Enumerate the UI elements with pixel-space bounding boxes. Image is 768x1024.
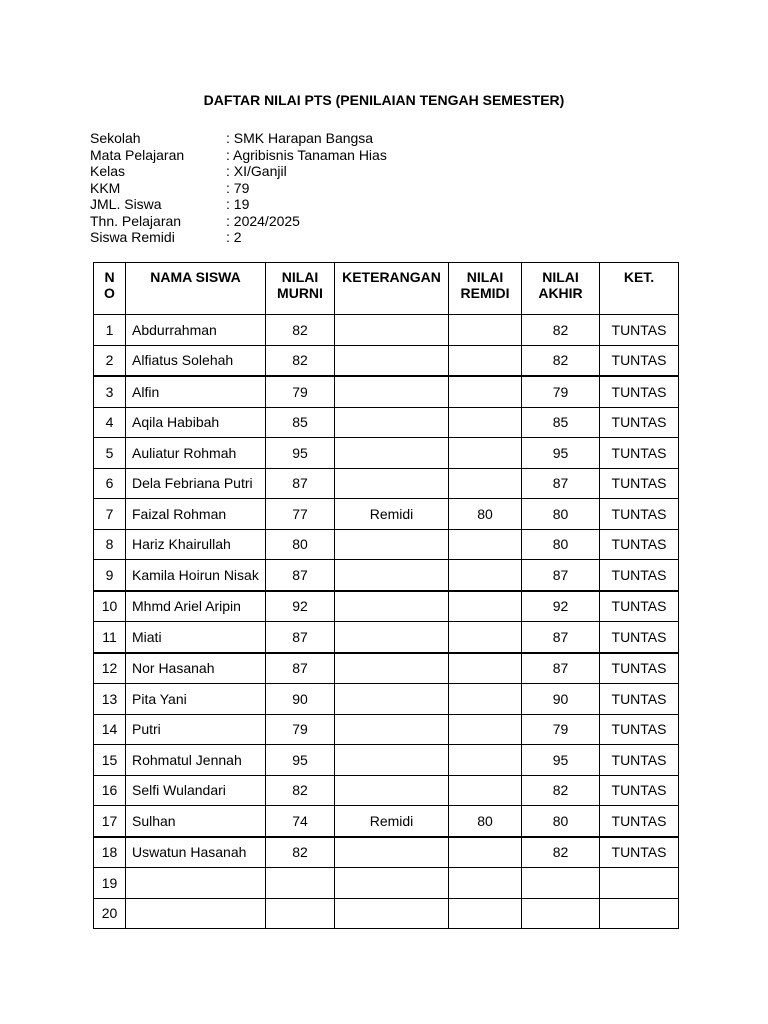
cell-nilai-murni: 79 — [266, 714, 335, 745]
table-row — [94, 898, 679, 929]
cell-keterangan — [335, 315, 449, 346]
cell-nilai-murni: 80 — [266, 529, 335, 560]
table-row — [94, 376, 679, 407]
cell-nilai-akhir — [522, 898, 600, 929]
table-row — [94, 438, 679, 469]
cell-nama: Abdurrahman — [126, 315, 266, 346]
cell-nilai-akhir: 80 — [522, 806, 600, 837]
cell-no: 17 — [94, 806, 126, 837]
cell-ket: TUNTAS — [600, 468, 679, 499]
header-nilai-murni-label: NILAI MURNI — [277, 269, 323, 301]
cell-nilai-remidi — [449, 529, 522, 560]
cell-nama: Kamila Hoirun Nisak — [126, 560, 266, 591]
cell-keterangan — [335, 684, 449, 715]
cell-nilai-murni: 74 — [266, 806, 335, 837]
cell-keterangan: Remidi — [335, 499, 449, 530]
cell-nilai-remidi — [449, 560, 522, 591]
info-label: Siswa Remidi — [90, 229, 175, 245]
cell-nilai-murni: 82 — [266, 775, 335, 806]
cell-nama: Miati — [126, 622, 266, 653]
cell-nama: Pita Yani — [126, 684, 266, 715]
table-row — [94, 499, 679, 530]
table-row — [94, 529, 679, 560]
cell-nilai-akhir: 95 — [522, 745, 600, 776]
cell-nilai-murni: 82 — [266, 315, 335, 346]
cell-nilai-remidi — [449, 714, 522, 745]
cell-nilai-akhir: 92 — [522, 591, 600, 622]
header-keterangan: KETERANGAN — [335, 263, 449, 315]
cell-keterangan — [335, 591, 449, 622]
table-row — [94, 468, 679, 499]
cell-keterangan: Remidi — [335, 806, 449, 837]
info-label: Mata Pelajaran — [90, 146, 185, 163]
cell-nilai-remidi — [449, 315, 522, 346]
cell-nilai-remidi: 80 — [449, 806, 522, 837]
cell-nilai-akhir: 82 — [522, 345, 600, 376]
cell-nilai-akhir — [522, 868, 600, 899]
cell-ket: TUNTAS — [600, 837, 679, 868]
info-label: Thn. Pelajaran — [90, 212, 182, 229]
cell-nama: Aqila Habibah — [126, 407, 266, 438]
cell-nilai-murni: 85 — [266, 407, 335, 438]
cell-no: 1 — [94, 315, 126, 346]
cell-nama: Putri — [126, 714, 266, 745]
cell-nilai-remidi: 80 — [449, 499, 522, 530]
cell-no: 11 — [94, 622, 126, 653]
cell-no: 20 — [94, 898, 126, 929]
table-row — [94, 868, 679, 899]
info-value: : Agribisnis Tanaman Hias — [226, 146, 387, 163]
cell-nama — [126, 898, 266, 929]
cell-nilai-murni: 77 — [266, 499, 335, 530]
info-block — [90, 130, 387, 246]
cell-no: 4 — [94, 407, 126, 438]
cell-nilai-remidi — [449, 653, 522, 684]
cell-ket: TUNTAS — [600, 560, 679, 591]
cell-keterangan — [335, 714, 449, 745]
cell-nilai-murni: 79 — [266, 376, 335, 407]
cell-ket — [600, 868, 679, 899]
info-value: : 19 — [226, 196, 250, 212]
cell-keterangan — [335, 775, 449, 806]
cell-nilai-akhir: 87 — [522, 468, 600, 499]
table-row — [94, 745, 679, 776]
cell-keterangan — [335, 745, 449, 776]
table-row — [94, 806, 679, 837]
cell-nilai-akhir: 82 — [522, 315, 600, 346]
table-row — [94, 622, 679, 653]
cell-keterangan — [335, 837, 449, 868]
cell-no: 18 — [94, 837, 126, 868]
cell-ket: TUNTAS — [600, 684, 679, 715]
cell-keterangan — [335, 407, 449, 438]
table-header-row — [94, 263, 679, 315]
cell-no: 13 — [94, 684, 126, 715]
cell-nilai-remidi — [449, 745, 522, 776]
header-nilai-murni — [266, 263, 335, 315]
cell-nilai-remidi — [449, 775, 522, 806]
document-title: DAFTAR NILAI PTS (PENILAIAN TENGAH SEMESTER) — [203, 92, 565, 108]
info-value: : 2 — [226, 229, 242, 245]
cell-nilai-remidi — [449, 345, 522, 376]
cell-nilai-akhir: 80 — [522, 529, 600, 560]
cell-nilai-akhir: 87 — [522, 622, 600, 653]
table-row — [94, 653, 679, 684]
cell-nama: Auliatur Rohmah — [126, 438, 266, 469]
cell-keterangan — [335, 898, 449, 929]
cell-nilai-remidi — [449, 868, 522, 899]
cell-nilai-murni: 82 — [266, 345, 335, 376]
cell-keterangan — [335, 529, 449, 560]
cell-no: 2 — [94, 345, 126, 376]
cell-ket: TUNTAS — [600, 529, 679, 560]
header-no-label: N O — [104, 269, 115, 301]
header-no — [94, 263, 126, 315]
cell-ket: TUNTAS — [600, 591, 679, 622]
cell-nilai-remidi — [449, 407, 522, 438]
cell-nilai-akhir: 85 — [522, 407, 600, 438]
info-value: : 2024/2025 — [226, 212, 300, 229]
cell-nama: Faizal Rohman — [126, 499, 266, 530]
cell-no: 15 — [94, 745, 126, 776]
cell-nilai-akhir: 87 — [522, 560, 600, 591]
header-nilai-remidi-label: NILAI REMIDI — [460, 269, 510, 301]
cell-ket: TUNTAS — [600, 345, 679, 376]
cell-nama: Alfiatus Solehah — [126, 345, 266, 376]
cell-keterangan — [335, 376, 449, 407]
cell-ket: TUNTAS — [600, 438, 679, 469]
cell-nilai-murni: 95 — [266, 438, 335, 469]
info-row — [90, 147, 387, 164]
cell-keterangan — [335, 438, 449, 469]
cell-nilai-remidi — [449, 438, 522, 469]
table-row — [94, 684, 679, 715]
cell-ket — [600, 898, 679, 929]
cell-nama: Mhmd Ariel Aripin — [126, 591, 266, 622]
info-value: : XI/Ganjil — [226, 163, 287, 179]
cell-nilai-akhir: 82 — [522, 837, 600, 868]
cell-no: 12 — [94, 653, 126, 684]
cell-ket: TUNTAS — [600, 499, 679, 530]
cell-keterangan — [335, 345, 449, 376]
cell-keterangan — [335, 622, 449, 653]
cell-no: 16 — [94, 775, 126, 806]
cell-no: 3 — [94, 376, 126, 407]
cell-nilai-murni — [266, 898, 335, 929]
cell-nilai-remidi — [449, 376, 522, 407]
cell-no: 7 — [94, 499, 126, 530]
cell-no: 10 — [94, 591, 126, 622]
cell-nilai-murni: 95 — [266, 745, 335, 776]
header-nilai-remidi — [449, 263, 522, 315]
header-nilai-akhir-label: NILAI AKHIR — [538, 269, 583, 301]
info-label: Sekolah — [90, 130, 141, 146]
cell-nama: Nor Hasanah — [126, 653, 266, 684]
cell-ket: TUNTAS — [600, 315, 679, 346]
cell-nilai-murni: 87 — [266, 560, 335, 591]
cell-nilai-remidi — [449, 468, 522, 499]
cell-nilai-remidi — [449, 684, 522, 715]
cell-no: 8 — [94, 529, 126, 560]
info-row — [90, 180, 387, 197]
cell-nilai-remidi — [449, 837, 522, 868]
cell-ket: TUNTAS — [600, 622, 679, 653]
info-row — [90, 163, 387, 180]
cell-ket: TUNTAS — [600, 806, 679, 837]
cell-nilai-murni: 87 — [266, 468, 335, 499]
cell-nilai-murni: 92 — [266, 591, 335, 622]
header-ket: KET. — [600, 263, 679, 315]
cell-nilai-remidi — [449, 898, 522, 929]
cell-nilai-murni: 87 — [266, 653, 335, 684]
cell-ket: TUNTAS — [600, 745, 679, 776]
table-row — [94, 591, 679, 622]
cell-no: 5 — [94, 438, 126, 469]
cell-nama: Rohmatul Jennah — [126, 745, 266, 776]
cell-ket: TUNTAS — [600, 376, 679, 407]
cell-nama: Selfi Wulandari — [126, 775, 266, 806]
info-label: Kelas — [90, 163, 126, 179]
cell-nama: Alfin — [126, 376, 266, 407]
cell-nama: Hariz Khairullah — [126, 529, 266, 560]
table-row — [94, 560, 679, 591]
cell-nilai-remidi — [449, 591, 522, 622]
cell-keterangan — [335, 560, 449, 591]
cell-no: 6 — [94, 468, 126, 499]
info-label: KKM — [90, 179, 121, 196]
info-value: : SMK Harapan Bangsa — [226, 130, 374, 146]
cell-nilai-murni — [266, 868, 335, 899]
header-nama-siswa: NAMA SISWA — [126, 263, 266, 315]
cell-keterangan — [335, 653, 449, 684]
cell-keterangan — [335, 468, 449, 499]
table-row — [94, 315, 679, 346]
cell-nilai-akhir: 82 — [522, 775, 600, 806]
cell-nilai-remidi — [449, 622, 522, 653]
table-body — [94, 315, 679, 929]
cell-ket: TUNTAS — [600, 407, 679, 438]
info-row — [90, 130, 387, 147]
cell-nilai-murni: 82 — [266, 837, 335, 868]
table-row — [94, 407, 679, 438]
info-row — [90, 196, 387, 213]
cell-no: 9 — [94, 560, 126, 591]
cell-nilai-akhir: 79 — [522, 714, 600, 745]
table-row — [94, 345, 679, 376]
table-row — [94, 775, 679, 806]
cell-ket: TUNTAS — [600, 775, 679, 806]
cell-nilai-murni: 90 — [266, 684, 335, 715]
cell-nilai-akhir: 79 — [522, 376, 600, 407]
info-row — [90, 229, 387, 246]
cell-ket: TUNTAS — [600, 653, 679, 684]
cell-nama: Uswatun Hasanah — [126, 837, 266, 868]
info-row — [90, 213, 387, 230]
cell-nama — [126, 868, 266, 899]
cell-nama: Sulhan — [126, 806, 266, 837]
cell-ket: TUNTAS — [600, 714, 679, 745]
cell-no: 19 — [94, 868, 126, 899]
cell-keterangan — [335, 868, 449, 899]
cell-nama: Dela Febriana Putri — [126, 468, 266, 499]
header-nilai-akhir — [522, 263, 600, 315]
cell-nilai-akhir: 87 — [522, 653, 600, 684]
info-label: JML. Siswa — [90, 196, 162, 212]
cell-nilai-akhir: 95 — [522, 438, 600, 469]
grades-table — [93, 262, 679, 929]
cell-no: 14 — [94, 714, 126, 745]
table-row — [94, 837, 679, 868]
cell-nilai-akhir: 80 — [522, 499, 600, 530]
cell-nilai-akhir: 90 — [522, 684, 600, 715]
table-row — [94, 714, 679, 745]
cell-nilai-murni: 87 — [266, 622, 335, 653]
info-value: : 79 — [226, 179, 250, 196]
